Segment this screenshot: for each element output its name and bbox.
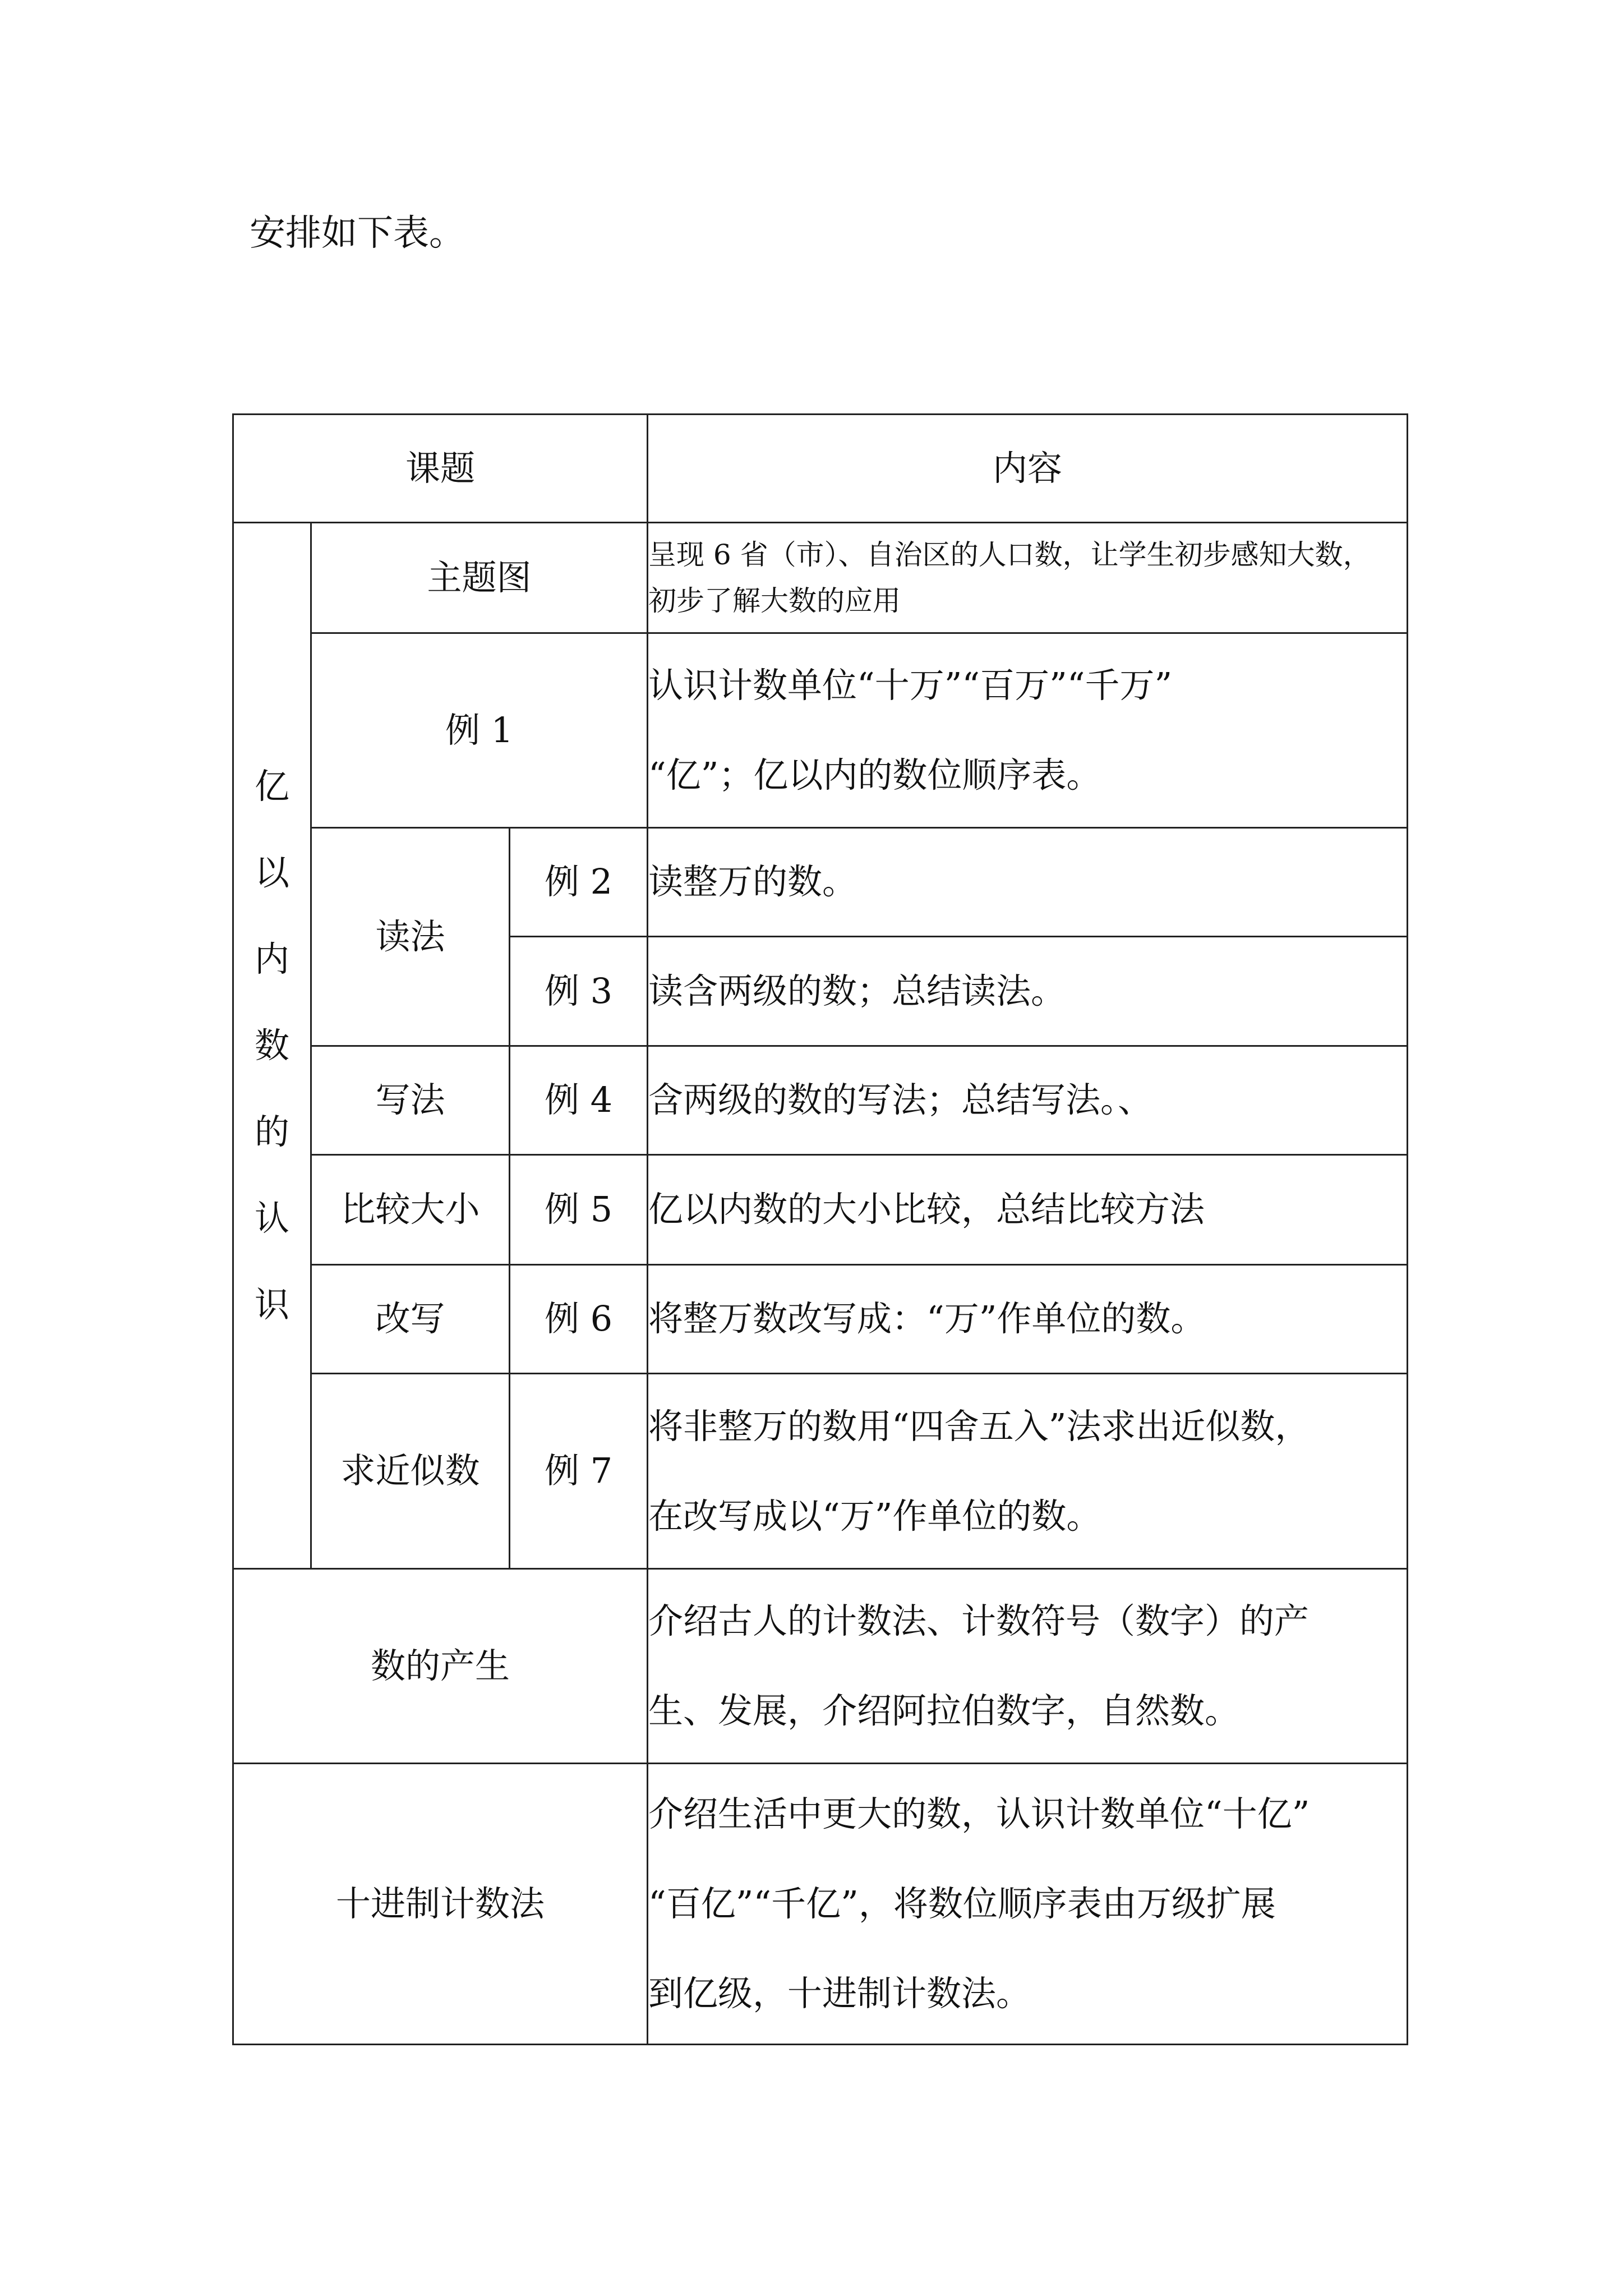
- table-row: [233, 1374, 1408, 1569]
- table-row: [233, 1046, 1408, 1155]
- header-content: 内容: [648, 415, 1408, 523]
- origin-topic: 数的产生: [233, 1569, 648, 1764]
- lesson-plan-table: [232, 413, 1408, 2045]
- ex5-label: 例 5: [510, 1155, 648, 1265]
- approx-group: 求近似数: [311, 1374, 510, 1569]
- ex7-content: [648, 1374, 1408, 1569]
- decimal-content-line: 介绍生活中更大的数，认识计数单位“十亿”: [648, 1793, 1310, 1834]
- ex7-label: 例 7: [510, 1374, 648, 1569]
- compare-group: 比较大小: [311, 1155, 510, 1265]
- table-row: [233, 828, 1408, 937]
- ex4-content: 含两级的数的写法；总结写法。、: [648, 1046, 1408, 1155]
- unit-label-char: 以: [254, 852, 289, 893]
- ex1-content-line: 认识计数单位“十万”“百万”“千万”: [648, 665, 1173, 706]
- unit-label-char: 认: [254, 1198, 289, 1239]
- ex1-content: [648, 633, 1408, 828]
- origin-content: [648, 1569, 1408, 1764]
- decimal-content-line: “百亿”“千亿”，将数位顺序表由万级扩展: [648, 1883, 1276, 1924]
- decimal-content: [648, 1764, 1408, 2045]
- ex4-label: 例 4: [510, 1046, 648, 1155]
- theme-content-line: 初步了解大数的应用: [648, 585, 901, 617]
- ex1-topic: 例 1: [311, 633, 648, 828]
- theme-topic: 主题图: [311, 523, 648, 633]
- table-row: [233, 1764, 1408, 2045]
- ex5-content: 亿以内数的大小比较，总结比较方法: [648, 1155, 1408, 1265]
- header-topic: 课题: [233, 415, 648, 523]
- unit-label-char: 内: [254, 938, 289, 979]
- ex6-label: 例 6: [510, 1265, 648, 1374]
- ex2-content: 读整万的数。: [648, 828, 1408, 937]
- read-group: 读法: [311, 828, 510, 1046]
- table-row: [233, 1265, 1408, 1374]
- unit-label-cell: [233, 523, 311, 1569]
- origin-content-line: 介绍古人的计数法、计数符号（数字）的产: [648, 1600, 1310, 1641]
- ex3-content: 读含两级的数；总结读法。: [648, 937, 1408, 1046]
- intro-text: 安排如下表。: [250, 213, 465, 254]
- decimal-content-line: 到亿级，十进制计数法。: [648, 1973, 1031, 2014]
- origin-content-line: 生、发展，介绍阿拉伯数字，自然数。: [648, 1690, 1240, 1731]
- unit-label-char: 亿: [254, 766, 289, 807]
- ex6-content: 将整万数改写成：“万”作单位的数。: [648, 1265, 1408, 1374]
- decimal-topic: 十进制计数法: [233, 1764, 648, 2045]
- table-header-row: [233, 415, 1408, 523]
- unit-label-char: 识: [254, 1284, 289, 1325]
- theme-content: [648, 523, 1408, 633]
- rewrite-group: 改写: [311, 1265, 510, 1374]
- unit-label-char: 的: [254, 1111, 289, 1152]
- ex7-content-line: 将非整万的数用“四舍五入”法求出近似数，: [648, 1405, 1310, 1447]
- table-row: [233, 633, 1408, 828]
- table-row: [233, 1569, 1408, 1764]
- theme-content-line: 呈现 6 省（市）、自治区的人口数，让学生初步感知大数，: [648, 539, 1371, 571]
- unit-label-char: 数: [254, 1025, 289, 1066]
- ex1-content-line: “亿”；亿以内的数位顺序表。: [648, 754, 1101, 795]
- ex2-label: 例 2: [510, 828, 648, 937]
- write-group: 写法: [311, 1046, 510, 1155]
- ex7-content-line: 在改写成以“万”作单位的数。: [648, 1495, 1101, 1536]
- table-row: [233, 523, 1408, 633]
- ex3-label: 例 3: [510, 937, 648, 1046]
- table-row: [233, 1155, 1408, 1265]
